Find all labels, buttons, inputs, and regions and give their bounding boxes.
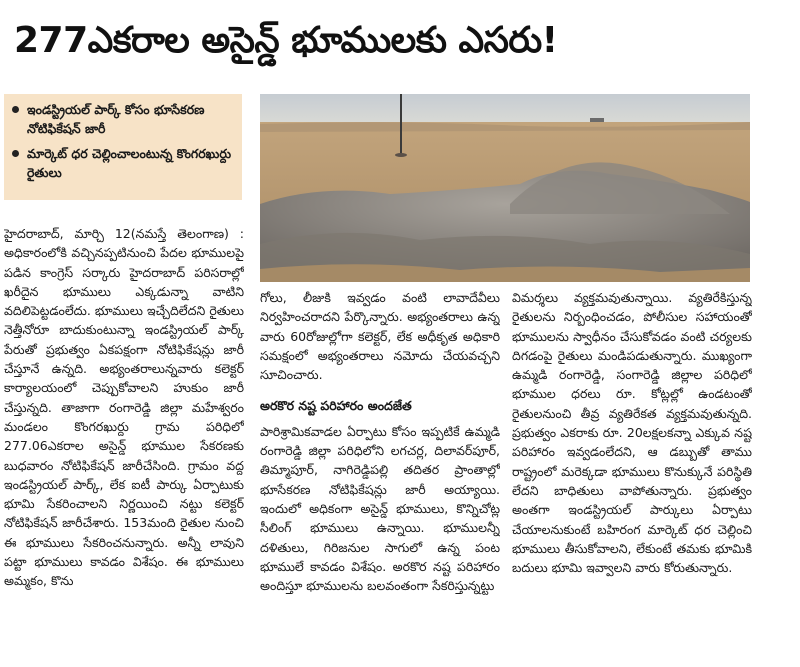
article-text: గోలు, లీజుకి ఇవ్వడం వంటి లావాదేవీలు నిర్వహించరాదని పేర్కొన్నారు. అభ్యంతరాలు ఉన్న వారు 60రోజుల్లోగా కలెక్టర్, లేక అధీకృత అధికారి సమక్షంలో అభ్యంతరాలు నమోదు చేయవచ్చని సూచించారు.	[260, 290, 500, 383]
subheading: అరకొర నష్ట పరిహారం అందజేత	[260, 398, 412, 414]
highlight-text: మార్కెట్ ధర చెల్లించాలంటున్న కొంగరఖుర్దు రైతులు	[27, 146, 232, 180]
article-text: అధికారంలోకి వచ్చినప్పటినుంచి పేదల భూములపై పడిన కాంగ్రెస్ సర్కారు హైదరాబాద్ పరిసరాల్లో ఖరీదైన భూములు ఎక్కడున్నా వాటిని వదిలిపెట్టడంలేదు. భూములు ఇచ్చేదిలేదని రైతులు నెత్తీనోరూ బాదుకుంటున్నా ఇండస్ట్రియల్ పార్క్ పేరుతో ప్రభుత్వం ఏకపక్షంగా నోటిఫికేషన్లు జారీ చేస్తూనే ఉన్నది. అభ్యంతరాలున్నవారు కలెక్టర్ కార్యాలయంలో చెప్పుకోవాలని హుకుం జారీ చేస్తున్నది. తాజాగా రంగారెడ్డి జిల్లా మహేశ్వరం మండలం కొంగరఖుర్దు గ్రామ పరిధిలో 277.06ఎకరాల అసైన్డ్ భూముల సేకరణకు బుధవారం నోటిఫికేషన్ జారీచేసింది. గ్రామం వద్ద ఇండస్ట్రియల్ పార్క్, లేక ఐటీ పార్కు ఏర్పాటుకు భూమి సేకరించాలని నిర్ణయించి నట్టు కలెక్టర్ నోటిఫికేషన్ జారీచేశారు. 153మంది రైతుల నుంచి ఈ భూములు సేకరించనున్నారు. అన్నీ లావుని పట్టా భూములు కావడం విశేషం. ఈ భూములు అమ్మకం, కొను	[4, 245, 244, 589]
article-text: పారిశ్రామికవాడల ఏర్పాటు కోసం ఇప్పటికే ఉమ్మడి రంగారెడ్డి జిల్లా పరిధిలోని లగచర్ల, దిలావర్‌పూర్, తిమ్మాపూర్, నాగిరెడ్డిపల్లి తదితర ప్రాంతాల్లో భూసేకరణ నోటిఫికేషన్లు జారీ అయ్యాయి. ఇందులో అధికంగా అసైన్డ్ భూములు, కొన్నిచోట్ల సీలింగ్ భూములు ఉన్నాయి. భూములన్నీ దళితులు, గిరిజనుల సాగులో ఉన్న పంట భూములే కావడం విశేషం. అరకొర నష్ట పరిహారం అందిస్తూ భూములను బలవంతంగా సేకరిస్తున్నట్టు	[260, 423, 500, 594]
highlight-item	[12, 144, 236, 182]
article-column-2	[260, 288, 500, 664]
highlights-box	[4, 94, 242, 200]
dateline: హైదరాబాద్, మార్చి 12(నమస్తే తెలంగాణ) :	[4, 226, 244, 241]
highlight-item	[12, 100, 236, 138]
highlight-text: ఇండస్ట్రియల్ పార్క్ కోసం భూసేకరణ నోటిఫికేషన్ జారీ	[27, 102, 205, 136]
bullet-icon	[12, 106, 19, 113]
land-photo	[260, 94, 750, 282]
article-text: విమర్శలు వ్యక్తమవుతున్నాయి. వ్యతిరేకిస్తున్న రైతులను నిర్బంధించడం, పోలీసుల సహాయంతో భూములను స్వాధీనం చేసుకోవడం వంటి చర్యలకు దిగడంపై రైతులు మండిపడుతున్నారు. ముఖ్యంగా ఉమ్మడి రంగారెడ్డి, సంగారెడ్డి జిల్లాల పరిధిలో భూముల ధరలు రూ. కోట్లల్లో ఉండటంతో రైతులనుంచి తీవ్ర వ్యతిరేకత వ్యక్తమవుతున్నది. ప్రభుత్వం ఎకరాకు రూ. 20లక్షలకన్నా ఎక్కువ నష్ట పరిహారం ఇవ్వడంలేదని, ఆ డబ్బుతో తాము రాష్ట్రంలో మరెక్కడా భూములు కొనుక్కునే పరిస్థితి లేదని బాధితులు వాపోతున్నారు. ప్రభుత్వం అంతగా ఇండస్ట్రియల్ పార్కులు ఏర్పాటు చేయాలనుకుంటే బహిరంగ మార్కెట్ ధర చెల్లించి భూములు తీసుకోవాలని, లేకుంటే తమకు భూమికి బదులు భూమి ఇవ్వాలని వారు కోరుతున్నారు.	[512, 290, 752, 576]
article-column-3	[512, 288, 752, 664]
bullet-icon	[12, 150, 19, 157]
article-column-1	[4, 224, 244, 664]
headline: 277ఎకరాల అసైన్డ్ భూములకు ఎసరు!	[14, 20, 558, 61]
